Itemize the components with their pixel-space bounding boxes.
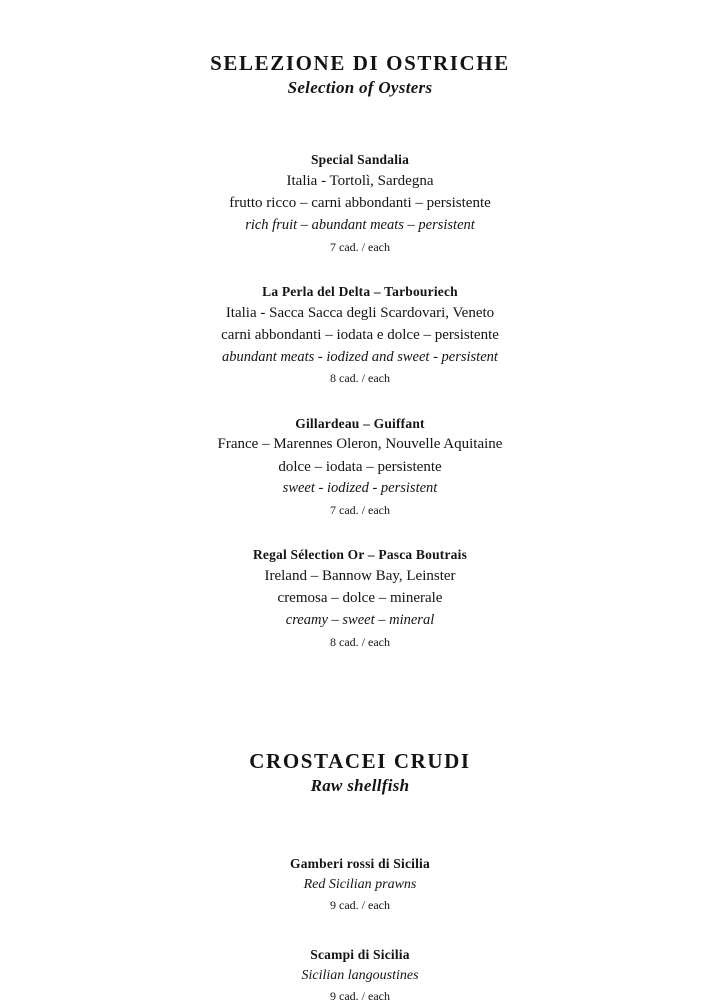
- menu-item: [40, 545, 680, 652]
- menu-item-description-en: rich fruit – abundant meats – persistent: [245, 216, 475, 233]
- menu-item-description-en: abundant meats - iodized and sweet - persistent: [222, 348, 498, 365]
- menu-item-description-en: Red Sicilian prawns: [303, 876, 417, 892]
- menu-item-price: 9 cad. / each: [330, 897, 390, 912]
- menu-item-origin: Ireland – Bannow Bay, Leinster: [264, 567, 456, 584]
- menu-item-origin: Italia - Sacca Sacca degli Scardovari, Veneto: [225, 304, 495, 321]
- menu-item-price: 9 cad. / each: [330, 988, 390, 1003]
- menu-item-description-it: dolce – iodata – persistente: [278, 458, 442, 475]
- menu-item-name: Regal Sélection Or – Pasca Boutrais: [252, 547, 468, 563]
- menu-item: [40, 945, 680, 1006]
- menu-item: [40, 854, 680, 915]
- menu-item-description-it: carni abbondanti – iodata e dolce – persistente: [221, 327, 499, 344]
- menu-item-list: [40, 150, 680, 652]
- menu-section-raw-shellfish: [40, 748, 680, 1006]
- menu-item-name: Gamberi rossi di Sicilia: [290, 856, 430, 872]
- menu-item: [40, 414, 680, 521]
- menu-item-description-en: Sicilian langoustines: [301, 967, 419, 983]
- menu-item-name: La Perla del Delta – Tarbouriech: [262, 283, 458, 299]
- menu-item: [40, 150, 680, 257]
- menu-section-oysters: [40, 50, 680, 652]
- menu-item: [40, 282, 680, 389]
- menu-item-name: Scampi di Sicilia: [310, 947, 410, 963]
- menu-item-name: Special Sandalia: [310, 152, 410, 168]
- section-subtitle: Selection of Oysters: [287, 78, 433, 98]
- menu-item-origin: France – Marennes Oleron, Nouvelle Aquitaine: [217, 436, 503, 453]
- section-title: CROSTACEI CRUDI: [249, 749, 471, 774]
- menu-item-price: 8 cad. / each: [330, 371, 390, 386]
- menu-item-origin: Italia - Tortolì, Sardegna: [286, 172, 434, 189]
- menu-item-list: [40, 854, 680, 1006]
- section-subtitle: Raw shellfish: [310, 776, 410, 796]
- menu-item-description-it: frutto ricco – carni abbondanti – persistente: [229, 195, 491, 212]
- menu-item-name: Gillardeau – Guiffant: [295, 415, 425, 431]
- menu-item-description-en: creamy – sweet – mineral: [285, 611, 435, 628]
- menu-item-description-en: sweet - iodized - persistent: [282, 480, 438, 497]
- menu-item-description-it: cremosa – dolce – minerale: [277, 590, 443, 607]
- menu-item-price: 7 cad. / each: [330, 239, 390, 254]
- menu-item-price: 8 cad. / each: [330, 634, 390, 649]
- menu-item-price: 7 cad. / each: [330, 502, 390, 517]
- section-divider-space: [40, 652, 680, 748]
- section-title: SELEZIONE DI OSTRICHE: [210, 51, 510, 75]
